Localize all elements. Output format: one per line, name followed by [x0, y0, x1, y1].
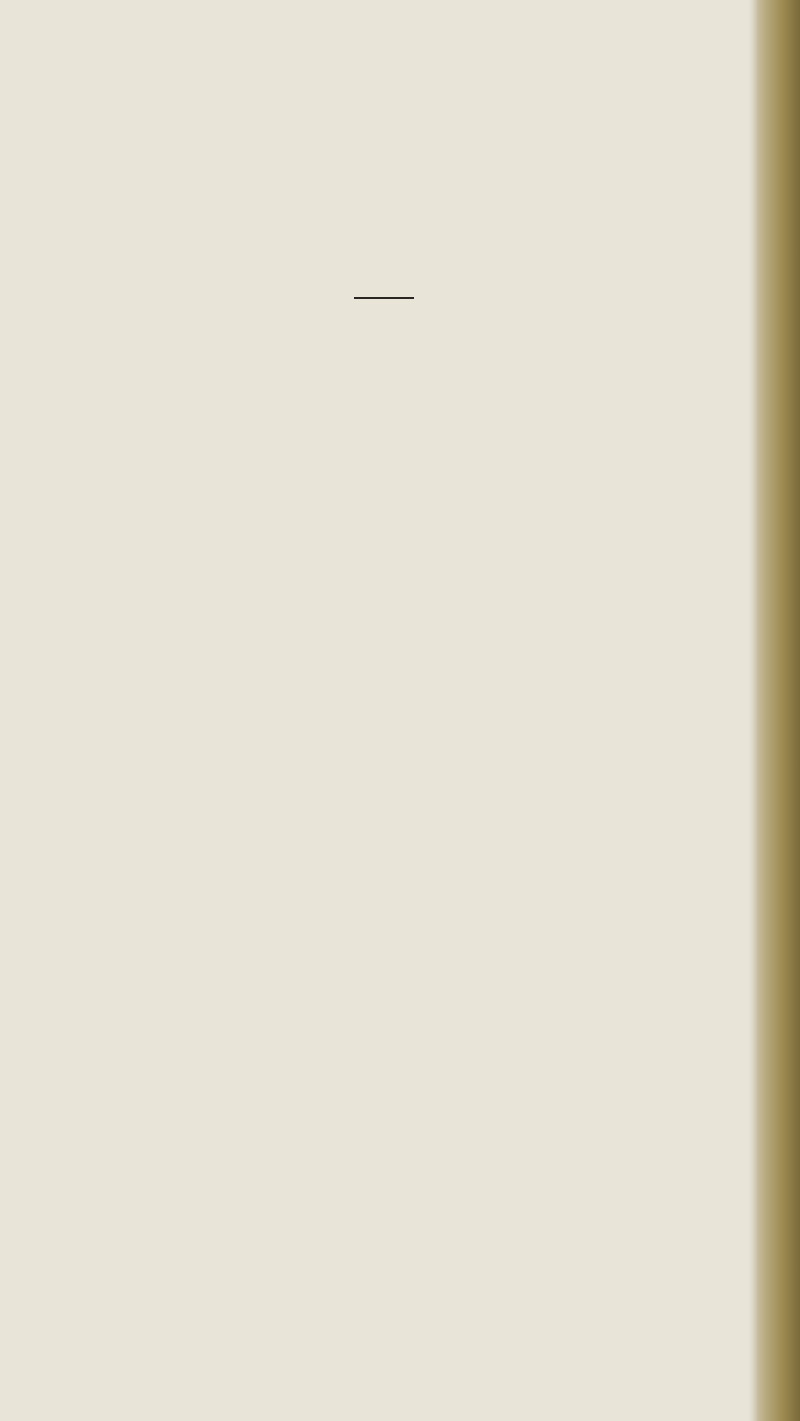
page-edge [748, 0, 800, 1421]
section-divider [354, 297, 414, 299]
